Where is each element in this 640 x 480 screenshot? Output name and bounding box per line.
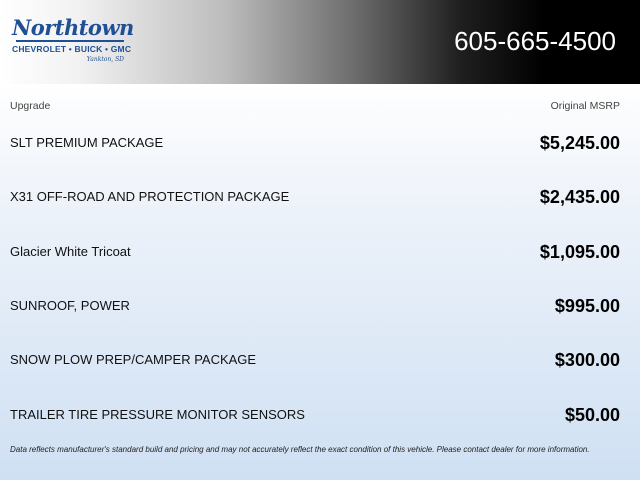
- logo-name: Northtown: [12, 15, 134, 40]
- upgrade-price: $1,095.00: [539, 242, 620, 262]
- upgrade-price: $5,245.00: [539, 133, 620, 153]
- logo-brands: CHEVROLET • BUICK • GMC: [12, 44, 132, 54]
- upgrade-row: [10, 403, 620, 427]
- upgrade-row: [10, 294, 620, 318]
- upgrade-price: $300.00: [554, 350, 620, 370]
- upgrade-name: SNOW PLOW PREP/CAMPER PACKAGE: [10, 352, 257, 367]
- upgrade-row: [10, 131, 620, 155]
- upgrade-name: X31 OFF-ROAD AND PROTECTION PACKAGE: [10, 189, 290, 204]
- msrp-column-header: Original MSRP: [550, 100, 620, 112]
- dealer-logo[interactable]: [12, 15, 134, 66]
- dealer-phone-number[interactable]: 605-665-4500: [454, 26, 616, 56]
- upgrade-price: $50.00: [564, 405, 620, 425]
- upgrade-column-header: Upgrade: [10, 100, 51, 112]
- pricing-disclaimer: Data reflects manufacturer's standard build and pricing and may not accurately reflect the exact condition of this vehicle. Please contact dealer for more information.: [10, 445, 590, 454]
- logo-city: Yankton, SD: [86, 56, 124, 63]
- header-banner: [0, 0, 640, 84]
- upgrade-price: $995.00: [554, 296, 620, 316]
- upgrade-name: SLT PREMIUM PACKAGE: [10, 135, 164, 150]
- upgrade-row: [10, 185, 620, 209]
- upgrade-row: [10, 348, 620, 372]
- upgrade-price: $2,435.00: [539, 187, 620, 207]
- upgrade-row: [10, 240, 620, 264]
- upgrade-name: Glacier White Tricoat: [10, 244, 131, 259]
- upgrade-name: TRAILER TIRE PRESSURE MONITOR SENSORS: [10, 407, 305, 422]
- upgrade-name: SUNROOF, POWER: [10, 298, 130, 313]
- logo-divider: [16, 40, 124, 42]
